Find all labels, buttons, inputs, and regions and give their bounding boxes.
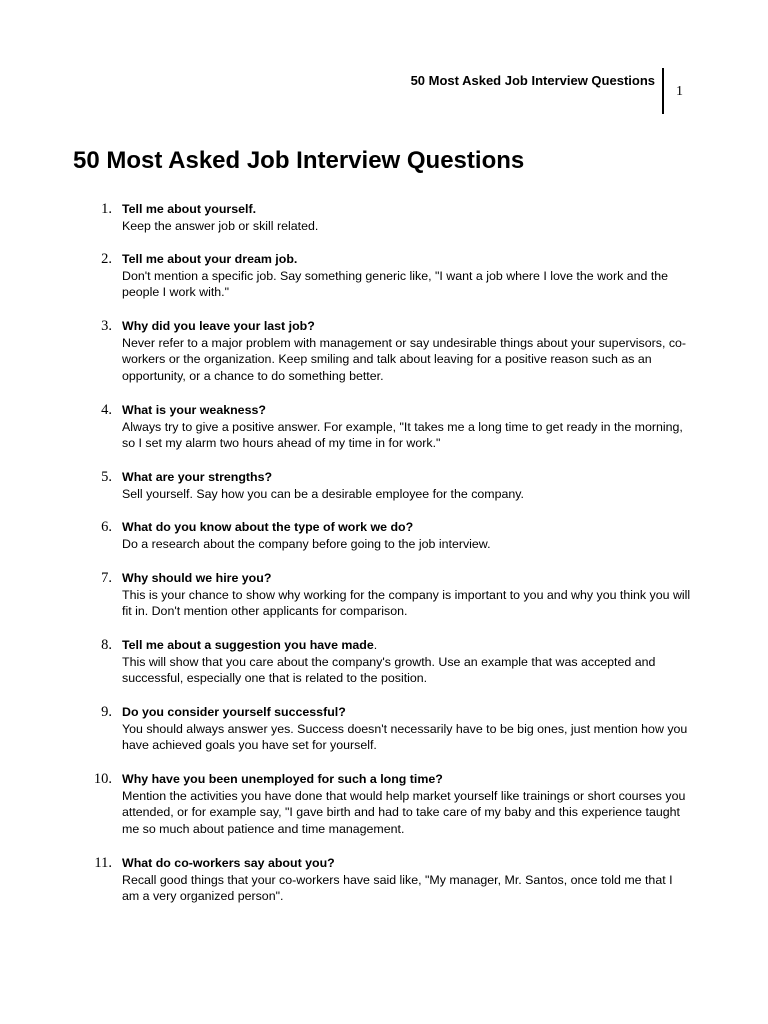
question-body — [122, 251, 692, 301]
question-text-main: Tell me about a suggestion you have made — [122, 638, 374, 652]
answer-text: Mention the activities you have done that would help market yourself like trainings or short courses you attended, or for example say, "I gave birth and had to take care of my baby and this experience taught me so much about patience and time management. — [122, 788, 686, 837]
question-number: 6. — [101, 519, 112, 535]
question-body — [122, 318, 692, 385]
question-number: 9. — [101, 704, 112, 720]
answer-text: Never refer to a major problem with management or say undesirable things about your supervisors, co-workers or the organization. Keep smiling and talk about leaving for a positive reason such as an opportunity, or a chance to do something better. — [122, 335, 687, 384]
question-text: What are your strengths? — [122, 470, 273, 484]
answer-text: Sell yourself. Say how you can be a desirable employee for the company. — [122, 486, 524, 501]
question-text: What is your weakness? — [122, 403, 266, 417]
question-text — [122, 637, 692, 654]
question-number: 7. — [101, 570, 112, 586]
question-body — [122, 402, 692, 452]
running-header-title: 50 Most Asked Job Interview Questions — [410, 73, 655, 88]
question-number: 2. — [101, 251, 112, 267]
question-body — [122, 855, 692, 905]
question-text: Do you consider yourself successful? — [122, 705, 346, 719]
question-body — [122, 201, 692, 234]
question-text: What do you know about the type of work we do? — [122, 520, 414, 534]
answer-text: This will show that you care about the company's growth. Use an example that was accepted and successful, especially one that is related to the position. — [122, 654, 656, 686]
question-number: 10. — [93, 771, 112, 787]
question-body — [122, 637, 692, 687]
question-body — [122, 704, 692, 754]
question-text: Tell me about yourself. — [122, 202, 257, 216]
question-number: 5. — [101, 469, 112, 485]
question-body — [122, 570, 692, 620]
page-number: 1 — [676, 84, 683, 99]
question-text: Why have you been unemployed for such a long time? — [122, 772, 443, 786]
question-number: 8. — [101, 637, 112, 653]
question-body — [122, 771, 692, 838]
answer-text: Do a research about the company before going to the job interview. — [122, 536, 491, 551]
question-body — [122, 469, 692, 502]
question-body — [122, 519, 692, 552]
question-number: 4. — [101, 402, 112, 418]
question-text: What do co-workers say about you? — [122, 856, 335, 870]
document-title: 50 Most Asked Job Interview Questions — [73, 147, 525, 174]
question-number: 1. — [101, 201, 112, 217]
answer-text: Recall good things that your co-workers have said like, "My manager, Mr. Santos, once told me that I am a very organized person". — [122, 872, 673, 904]
answer-text: Keep the answer job or skill related. — [122, 218, 319, 233]
question-text: Why should we hire you? — [122, 571, 272, 585]
question-text-period: . — [373, 638, 378, 652]
header-divider — [662, 68, 664, 114]
answer-text: Don't mention a specific job. Say something generic like, "I want a job where I love the work and the people I work with." — [122, 268, 669, 300]
question-number: 11. — [94, 855, 112, 871]
answer-text: Always try to give a positive answer. For example, "It takes me a long time to get ready in the morning, so I set my alarm two hours ahead of my time in for work." — [122, 419, 683, 451]
answer-text: You should always answer yes. Success doesn't necessarily have to be big ones, just mention how you have achieved goals you have set for yourself. — [122, 721, 688, 753]
question-text: Tell me about your dream job. — [122, 252, 298, 266]
question-text: Why did you leave your last job? — [122, 319, 315, 333]
question-number: 3. — [101, 318, 112, 334]
answer-text: This is your chance to show why working for the company is important to you and why you think you will fit in. Don't mention other applicants for comparison. — [122, 587, 691, 619]
